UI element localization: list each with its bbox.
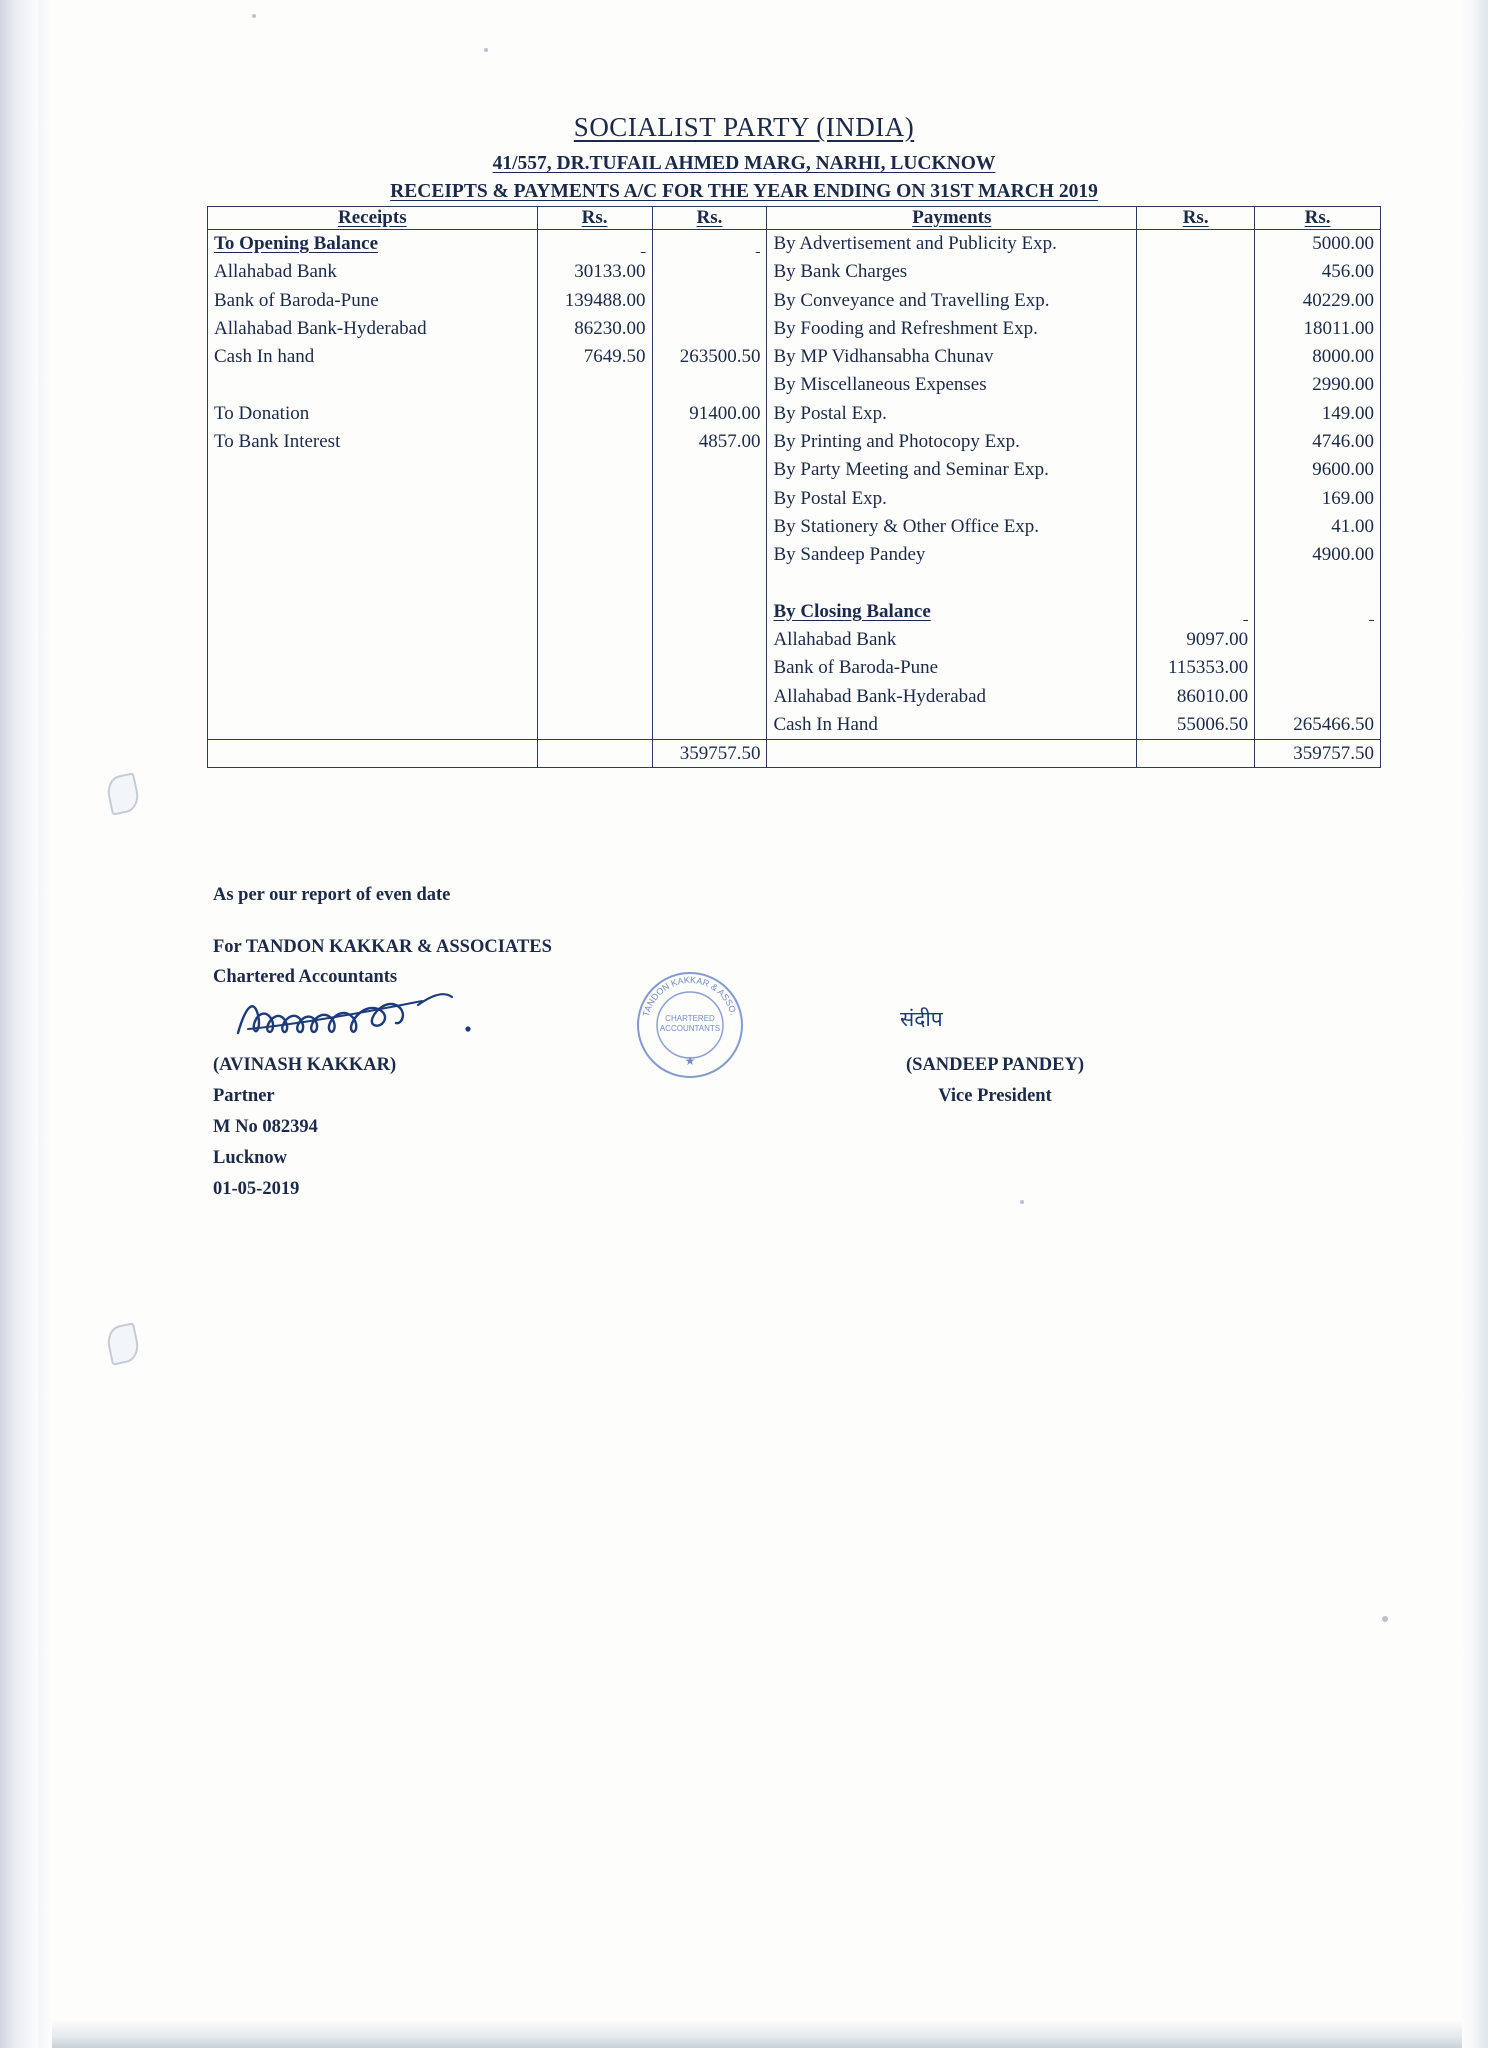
ledger-amount: 18011.00 — [1303, 317, 1374, 339]
ledger-amount — [1261, 683, 1374, 711]
ledger-amount — [1261, 570, 1374, 598]
ledger-amount — [544, 541, 646, 569]
svg-text:ACCOUNTANTS: ACCOUNTANTS — [659, 1024, 721, 1033]
scan-speck — [1020, 1200, 1024, 1204]
ledger-amount: 9600.00 — [1312, 459, 1374, 481]
punch-hole-top — [104, 772, 141, 815]
organization-title: SOCIALIST PARTY (INDIA) — [573, 112, 915, 142]
column-header-payments: Payments — [767, 207, 1137, 230]
ledger-label: By Fooding and Refreshment Exp. — [773, 317, 1038, 339]
ledger-label: By MP Vidhansabha Chunav — [773, 346, 994, 368]
punch-hole-bottom — [104, 1322, 141, 1365]
ledger-amount — [1143, 513, 1248, 541]
ledger-label: Allahabad Bank — [214, 261, 337, 283]
ledger-amount: 40229.00 — [1302, 289, 1374, 311]
ledger-label — [214, 485, 531, 513]
ledger-amount: 7649.50 — [583, 346, 646, 368]
ledger-label — [214, 570, 531, 598]
ledger-label — [214, 371, 531, 399]
ledger-amount: 4746.00 — [1312, 431, 1374, 453]
ledger-label — [214, 654, 531, 682]
ledger-amount — [659, 485, 761, 513]
ledger-amount — [659, 598, 761, 626]
ledger-amount: 9097.00 — [1186, 629, 1249, 651]
ledger-amount — [544, 683, 646, 711]
firm-name: For TANDON KAKKAR & ASSOCIATES — [213, 937, 552, 957]
ledger-label: By Party Meeting and Seminar Exp. — [773, 459, 1049, 481]
ledger-label — [214, 541, 531, 569]
ledger-amount — [544, 428, 646, 456]
ledger-label: By Closing Balance — [773, 600, 931, 622]
ledger-amount — [1143, 258, 1248, 286]
column-header-rs-2: Rs. — [652, 207, 767, 230]
total-receipts: 359757.50 — [652, 740, 767, 768]
ledger-amount — [544, 400, 646, 428]
scan-edge-right — [1462, 0, 1488, 2048]
payments-amount1-cell — [1137, 230, 1255, 740]
table-body-row — [208, 230, 1381, 740]
receipts-labels-cell — [208, 230, 538, 740]
payments-amount2-cell — [1255, 230, 1381, 740]
column-header-rs-1: Rs. — [537, 207, 652, 230]
ledger-amount — [659, 711, 761, 739]
ledger-label — [773, 570, 1130, 598]
ledger-label: By Conveyance and Travelling Exp. — [773, 289, 1050, 311]
organization-address: 41/557, DR.TUFAIL AHMED MARG, NARHI, LUCKNOW — [492, 153, 996, 174]
ledger-amount — [544, 626, 646, 654]
ledger-label: Bank of Baroda-Pune — [773, 657, 939, 679]
ledger-amount — [544, 371, 646, 399]
scan-edge-left — [0, 0, 38, 2048]
ledger-amount: 265466.50 — [1293, 714, 1374, 736]
membership-number: M No 082394 — [213, 1117, 318, 1137]
ledger-amount: 2990.00 — [1312, 374, 1374, 396]
ledger-amount — [544, 570, 646, 598]
total-spacer-right — [767, 740, 1137, 768]
ledger-label: By Postal Exp. — [773, 487, 887, 509]
ledger-amount — [544, 711, 646, 739]
ledger-amount — [544, 456, 646, 484]
ledger-amount: 5000.00 — [1312, 233, 1374, 254]
ledger-amount — [1143, 598, 1248, 626]
statement-title: RECEIPTS & PAYMENTS A/C FOR THE YEAR ENDING ON 31ST MARCH 2019 — [390, 181, 1098, 202]
ledger-amount — [1261, 598, 1374, 626]
ledger-amount — [659, 258, 761, 286]
ledger-amount — [659, 570, 761, 598]
firm-description: Chartered Accountants — [213, 967, 398, 987]
total-spacer-amt1 — [537, 740, 652, 768]
ledger-amount — [544, 598, 646, 626]
report-footer — [213, 880, 552, 992]
ledger-amount — [1143, 541, 1248, 569]
ledger-amount — [1143, 315, 1248, 343]
ledger-amount — [544, 654, 646, 682]
vice-president-name: (SANDEEP PANDEY) — [906, 1055, 1084, 1075]
ledger-amount: 169.00 — [1321, 487, 1374, 509]
ledger-amount — [659, 456, 761, 484]
scan-edge-bottom — [52, 2020, 1462, 2048]
ledger-amount — [544, 230, 646, 258]
ledger-amount — [659, 371, 761, 399]
table-header-row — [208, 207, 1381, 230]
signature-hindi-sandeep: संदीप — [900, 1007, 943, 1031]
ledger-label — [214, 683, 531, 711]
ledger-amount — [1261, 626, 1374, 654]
ledger-amount — [1143, 230, 1248, 258]
payments-labels-cell — [767, 230, 1137, 740]
scan-speck — [1382, 1616, 1388, 1622]
ledger-amount: 86010.00 — [1176, 685, 1249, 707]
chartered-accountant-stamp — [630, 965, 750, 1085]
total-payments: 359757.50 — [1255, 740, 1381, 768]
ledger-amount: 30133.00 — [574, 261, 646, 283]
ledger-label: Bank of Baroda-Pune — [214, 289, 379, 311]
ledger-amount: 41.00 — [1331, 515, 1374, 537]
ledger-amount: 4900.00 — [1312, 544, 1374, 566]
ledger-amount: 8000.00 — [1312, 346, 1374, 368]
signature-avinash-kakkar — [232, 985, 562, 1045]
ledger-amount — [1143, 371, 1248, 399]
partner-name: (AVINASH KAKKAR) — [213, 1055, 397, 1075]
ledger-amount: 86230.00 — [574, 317, 646, 339]
ledger-label — [214, 456, 531, 484]
ledger-amount: 149.00 — [1321, 402, 1374, 424]
ledger-amount: 139488.00 — [564, 289, 646, 311]
svg-text:★: ★ — [684, 1054, 696, 1068]
total-spacer-left — [208, 740, 538, 768]
ledger-label: By Bank Charges — [773, 261, 908, 283]
ledger-label — [214, 513, 531, 541]
ledger-label: To Opening Balance — [214, 233, 379, 254]
ledger-amount — [1143, 400, 1248, 428]
ledger-amount — [1261, 654, 1374, 682]
scan-edge-left-inner — [38, 0, 52, 2048]
ledger-label: Cash In hand — [214, 346, 315, 368]
vice-president-title: Vice President — [938, 1086, 1052, 1106]
ledger-label — [214, 598, 531, 626]
ledger-label: By Postal Exp. — [773, 402, 887, 424]
total-spacer-amt3 — [1137, 740, 1255, 768]
receipts-payments-table — [207, 206, 1381, 768]
ledger-amount — [1143, 428, 1248, 456]
ledger-label: By Miscellaneous Expenses — [773, 374, 987, 396]
ledger-amount: 91400.00 — [689, 402, 761, 424]
ledger-label — [214, 711, 531, 739]
date: 01-05-2019 — [213, 1179, 300, 1199]
column-header-rs-3: Rs. — [1137, 207, 1255, 230]
ledger-amount — [659, 541, 761, 569]
svg-text:CHARTERED: CHARTERED — [665, 1014, 715, 1023]
ledger-amount — [659, 626, 761, 654]
table-total-row — [208, 740, 1381, 768]
ledger-amount — [659, 654, 761, 682]
ledger-amount — [659, 315, 761, 343]
ledger-label: Allahabad Bank-Hyderabad — [214, 317, 427, 339]
ledger-amount — [659, 230, 761, 258]
ledger-label: By Sandeep Pandey — [773, 544, 926, 566]
ledger-label: To Donation — [214, 402, 310, 424]
signatory-right-block — [845, 1050, 1145, 1112]
ledger-amount — [1143, 485, 1248, 513]
ledger-amount — [544, 513, 646, 541]
ledger-amount — [1143, 287, 1248, 315]
partner-title: Partner — [213, 1086, 275, 1106]
ledger-amount — [1143, 343, 1248, 371]
ledger-amount — [544, 485, 646, 513]
ledger-amount: 4857.00 — [698, 431, 761, 453]
ledger-label: By Advertisement and Publicity Exp. — [773, 233, 1057, 254]
ledger-amount — [659, 287, 761, 315]
ledger-amount — [1143, 570, 1248, 598]
place: Lucknow — [213, 1148, 288, 1168]
ledger-label: Allahabad Bank — [773, 629, 897, 651]
svg-text:TANDON KAKKAR & ASSO.: TANDON KAKKAR & ASSO. — [640, 974, 739, 1018]
receipts-amount2-cell — [652, 230, 767, 740]
receipts-amount1-cell — [537, 230, 652, 740]
ledger-amount: 55006.50 — [1176, 714, 1249, 736]
report-line: As per our report of even date — [213, 885, 451, 905]
signatory-left-block — [213, 1050, 396, 1205]
column-header-receipts: Receipts — [208, 207, 538, 230]
ledger-label: By Stationery & Other Office Exp. — [773, 515, 1040, 537]
ledger-amount — [1143, 456, 1248, 484]
ledger-amount — [659, 513, 761, 541]
ledger-label: By Printing and Photocopy Exp. — [773, 431, 1020, 453]
column-header-rs-4: Rs. — [1255, 207, 1381, 230]
ledger-amount: 263500.50 — [679, 346, 761, 368]
ledger-label: Allahabad Bank-Hyderabad — [773, 685, 987, 707]
ledger-label: To Bank Interest — [214, 431, 341, 453]
ledger-label — [214, 626, 531, 654]
ledger-label: Cash In Hand — [773, 714, 878, 736]
ledger-amount: 115353.00 — [1168, 657, 1249, 679]
ledger-amount: 456.00 — [1321, 261, 1374, 283]
ledger-amount — [659, 683, 761, 711]
